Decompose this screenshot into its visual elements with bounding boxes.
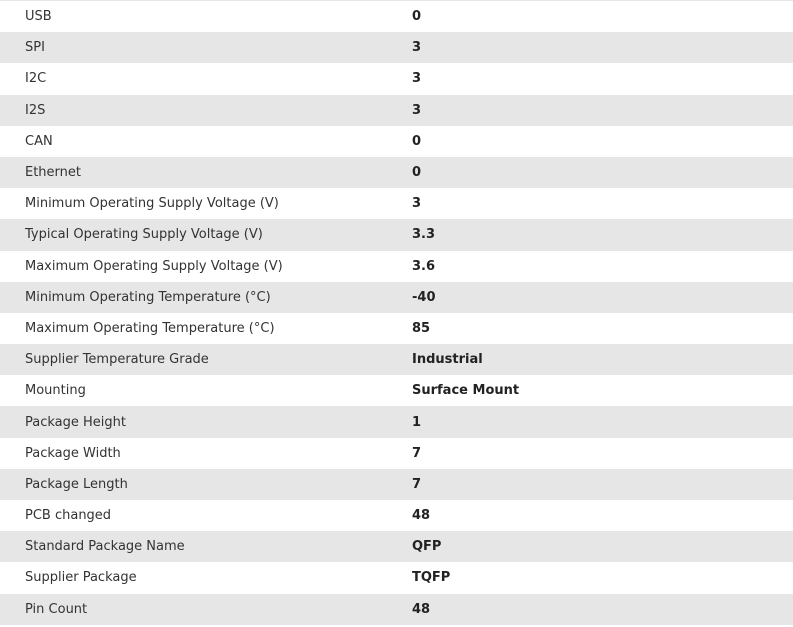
spec-label: Standard Package Name	[25, 539, 185, 555]
spec-row	[0, 344, 793, 375]
spec-label: Mounting	[25, 383, 86, 399]
spec-value: 3.3	[412, 227, 436, 243]
spec-row	[0, 469, 793, 500]
spec-value: 0	[412, 133, 422, 149]
spec-label: Minimum Operating Supply Voltage (V)	[25, 196, 279, 212]
spec-row	[0, 438, 793, 469]
spec-value: Surface Mount	[412, 383, 520, 399]
spec-label: Ethernet	[25, 165, 81, 181]
spec-value: 0	[412, 165, 422, 181]
spec-label: Supplier Package	[25, 570, 137, 586]
spec-value: 85	[412, 320, 431, 336]
spec-value: 3	[412, 71, 422, 87]
spec-value: 7	[412, 445, 422, 461]
spec-label: USB	[25, 9, 52, 25]
spec-row	[0, 157, 793, 188]
spec-row	[0, 594, 793, 625]
specifications-table	[0, 1, 793, 625]
spec-value: TQFP	[412, 570, 451, 586]
spec-label: PCB changed	[25, 508, 112, 524]
spec-row	[0, 63, 793, 94]
spec-row	[0, 562, 793, 593]
spec-row	[0, 32, 793, 63]
spec-label: Pin Count	[25, 601, 88, 617]
spec-row	[0, 188, 793, 219]
spec-label: Maximum Operating Supply Voltage (V)	[25, 258, 283, 274]
spec-row	[0, 282, 793, 313]
spec-value: 3.6	[412, 258, 436, 274]
spec-row	[0, 531, 793, 562]
spec-label: Minimum Operating Temperature (°C)	[25, 289, 271, 305]
spec-label: CAN	[25, 133, 53, 149]
spec-label: Supplier Temperature Grade	[25, 352, 209, 368]
spec-value: -40	[412, 289, 436, 305]
spec-row	[0, 219, 793, 250]
spec-label: Typical Operating Supply Voltage (V)	[25, 227, 263, 243]
spec-row	[0, 95, 793, 126]
spec-value: 7	[412, 476, 422, 492]
spec-value: 3	[412, 196, 422, 212]
spec-label: SPI	[25, 40, 45, 56]
spec-value: Industrial	[412, 352, 483, 368]
spec-value: 3	[412, 40, 422, 56]
spec-value: 0	[412, 9, 422, 25]
spec-label: Package Width	[25, 445, 121, 461]
spec-row	[0, 500, 793, 531]
spec-row	[0, 313, 793, 344]
spec-row	[0, 375, 793, 406]
spec-label: Package Height	[25, 414, 126, 430]
spec-label: Package Length	[25, 476, 128, 492]
spec-row	[0, 406, 793, 437]
spec-value: 48	[412, 508, 431, 524]
spec-row	[0, 126, 793, 157]
spec-label: Maximum Operating Temperature (°C)	[25, 320, 275, 336]
spec-label: I2S	[25, 102, 46, 118]
spec-row	[0, 1, 793, 32]
spec-value: 3	[412, 102, 422, 118]
spec-label: I2C	[25, 71, 47, 87]
specifications-table-body	[0, 1, 793, 625]
spec-row	[0, 251, 793, 282]
spec-value: 1	[412, 414, 422, 430]
spec-value: 48	[412, 601, 431, 617]
spec-value: QFP	[412, 539, 442, 555]
